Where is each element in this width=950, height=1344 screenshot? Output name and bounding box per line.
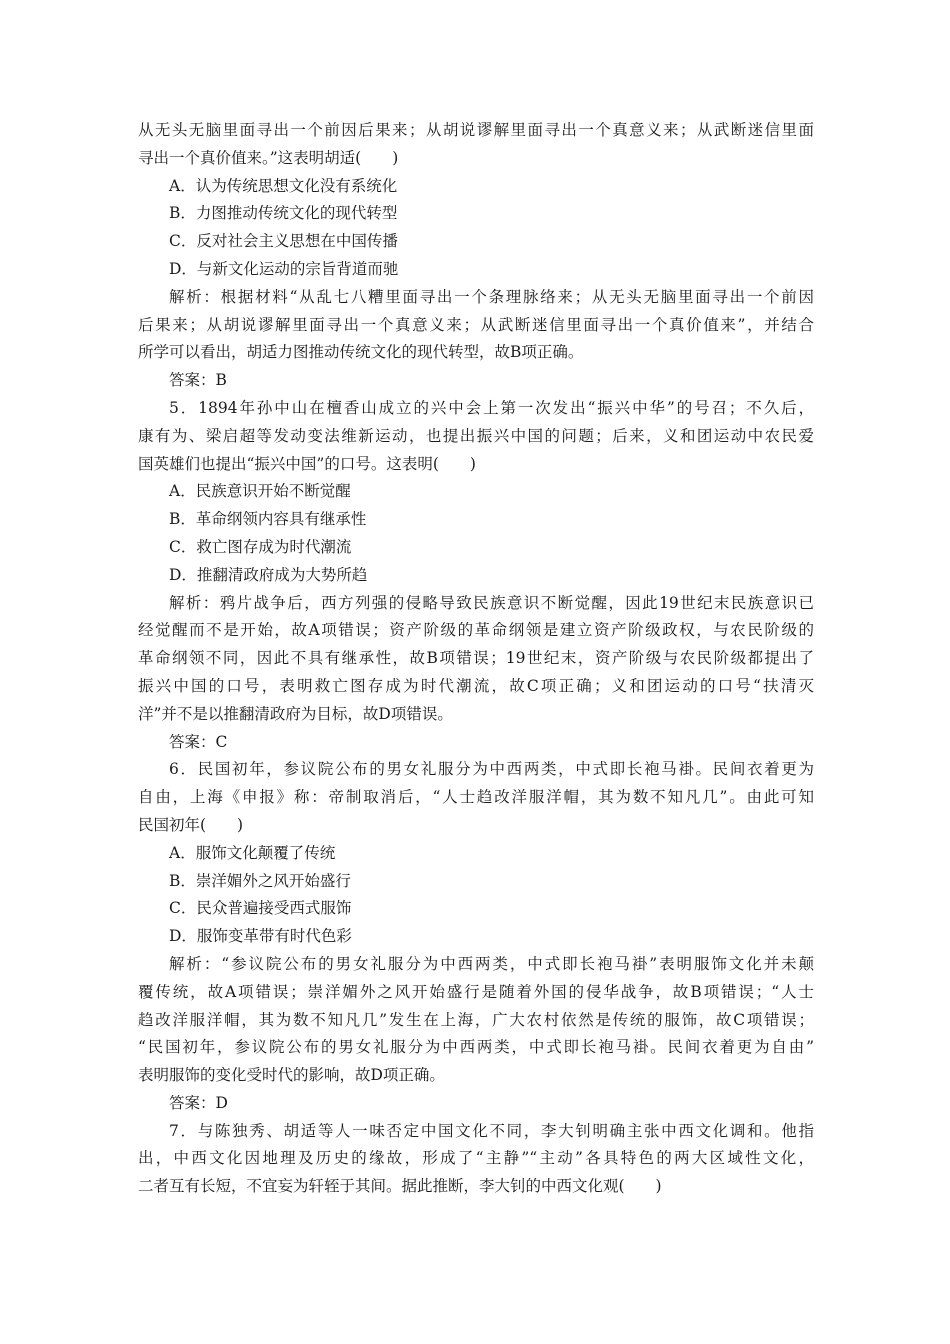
question-7-stem-line: 7．与陈独秀、胡适等人一味否定中国文化不同，李大钊明确主张中西文化调和。他指: [169, 1121, 814, 1140]
question-4-option-b: B．力图推动传统文化的现代转型: [169, 204, 398, 223]
question-5-analysis-line: 振兴中国的口号，表明救亡图存成为时代潮流，故C项正确；义和团运动的口号“扶清灭: [138, 676, 814, 695]
question-4-analysis-line: 后果来；从胡说谬解里面寻出一个真意义来；从武断迷信里面寻出一个真价值来”，并结合: [138, 315, 814, 334]
question-4-option-a: A．认为传统思想文化没有系统化: [169, 176, 398, 195]
question-5-option-a: A．民族意识开始不断觉醒: [169, 482, 351, 501]
question-7: [138, 1118, 814, 1201]
question-5-option-b: B．革命纲领内容具有继承性: [169, 510, 367, 529]
question-4-stem-line: 寻出一个真价值来。”这表明胡适( ): [138, 148, 399, 167]
question-6-stem-line: 自由，上海《申报》称：帝制取消后，“人士趋改洋服洋帽，其为数不知凡几”。由此可知: [138, 788, 814, 807]
question-6-option-c: C．民众普遍接受西式服饰: [169, 899, 352, 918]
question-5: [138, 395, 814, 756]
question-6-option-d: D．服饰变革带有时代色彩: [169, 927, 352, 946]
question-4-stem-line: 从无头无脑里面寻出一个前因后果来；从胡说谬解里面寻出一个真意义来；从武断迷信里面: [138, 121, 814, 139]
question-5-stem-line: 康有为、梁启超等发动变法维新运动，也提出振兴中国的问题；后来，义和团运动中农民爱: [138, 426, 814, 445]
question-4-analysis-line: 解析：根据材料“从乱七八糟里面寻出一个条理脉络来；从无头无脑里面寻出一个前因: [169, 287, 814, 306]
question-5-option-c: C．救亡图存成为时代潮流: [169, 537, 352, 556]
question-5-option-d: D．推翻清政府成为大势所趋: [169, 565, 368, 584]
question-6-analysis-line: 表明服饰的变化受时代的影响，故D项正确。: [138, 1066, 445, 1085]
question-5-analysis-line: 洋”并不是以推翻清政府为目标，故D项错误。: [138, 704, 453, 723]
question-6-answer: 答案：D: [169, 1093, 228, 1112]
question-5-stem-line: 国英雄们也提出“振兴中国”的口号。这表明( ): [138, 454, 476, 473]
question-5-analysis-line: 革命纲领不同，因此不具有继承性，故B项错误；19世纪末，资产阶级与农民阶级都提出了: [138, 649, 814, 668]
question-6-analysis-line: 解析：“参议院公布的男女礼服分为中西两类，中式即长袍马褂”表明服饰文化并未颠: [169, 954, 814, 973]
question-4-analysis-line: 所学可以看出，胡适力图推动传统文化的现代转型，故B项正确。: [138, 343, 584, 362]
question-6-analysis-line: “民国初年，参议院公布的男女礼服分为中西两类，中式即长袍马褂。民间衣着更为自由”: [138, 1038, 814, 1057]
question-6-stem-line: 民国初年( ): [138, 815, 244, 834]
question-4-option-d: D．与新文化运动的宗旨背道而驰: [169, 259, 399, 278]
question-4-answer: 答案：B: [169, 371, 227, 390]
question-6: [138, 756, 814, 1117]
question-5-answer: 答案：C: [169, 732, 228, 751]
question-4-option-c: C．反对社会主义思想在中国传播: [169, 232, 398, 251]
page-content: [138, 117, 814, 1201]
question-6-analysis-line: 趋改洋服洋帽，其为数不知凡几”发生在上海，广大农村依然是传统的服饰，故C项错误；: [138, 1010, 814, 1029]
question-6-analysis-line: 覆传统，故A项错误；崇洋媚外之风开始盛行是随着外国的侵华战争，故B项错误；“人士: [138, 982, 814, 1001]
question-7-stem-line: 出，中西文化因地理及历史的缘故，形成了“主静”“主动”各具特色的两大区域性文化，: [138, 1149, 814, 1168]
question-6-option-a: A．服饰文化颠覆了传统: [169, 843, 336, 862]
question-6-option-b: B．崇洋媚外之风开始盛行: [169, 871, 351, 890]
question-5-analysis-line: 经觉醒而不是开始，故A项错误；资产阶级的革命纲领是建立资产阶级政权，与农民阶级的: [138, 621, 814, 640]
question-5-analysis-line: 解析：鸦片战争后，西方列强的侵略导致民族意识不断觉醒，因此19世纪末民族意识已: [169, 593, 814, 612]
question-6-stem-line: 6．民国初年，参议院公布的男女礼服分为中西两类，中式即长袍马褂。民间衣着更为: [169, 760, 814, 779]
question-7-stem-line: 二者互有长短，不宜妄为轩轾于其间。据此推断，李大钊的中西文化观( ): [138, 1177, 662, 1196]
question-4: [138, 117, 814, 395]
question-5-stem-line: 5．1894年孙中山在檀香山成立的兴中会上第一次发出“振兴中华”的号召；不久后，: [169, 398, 814, 417]
